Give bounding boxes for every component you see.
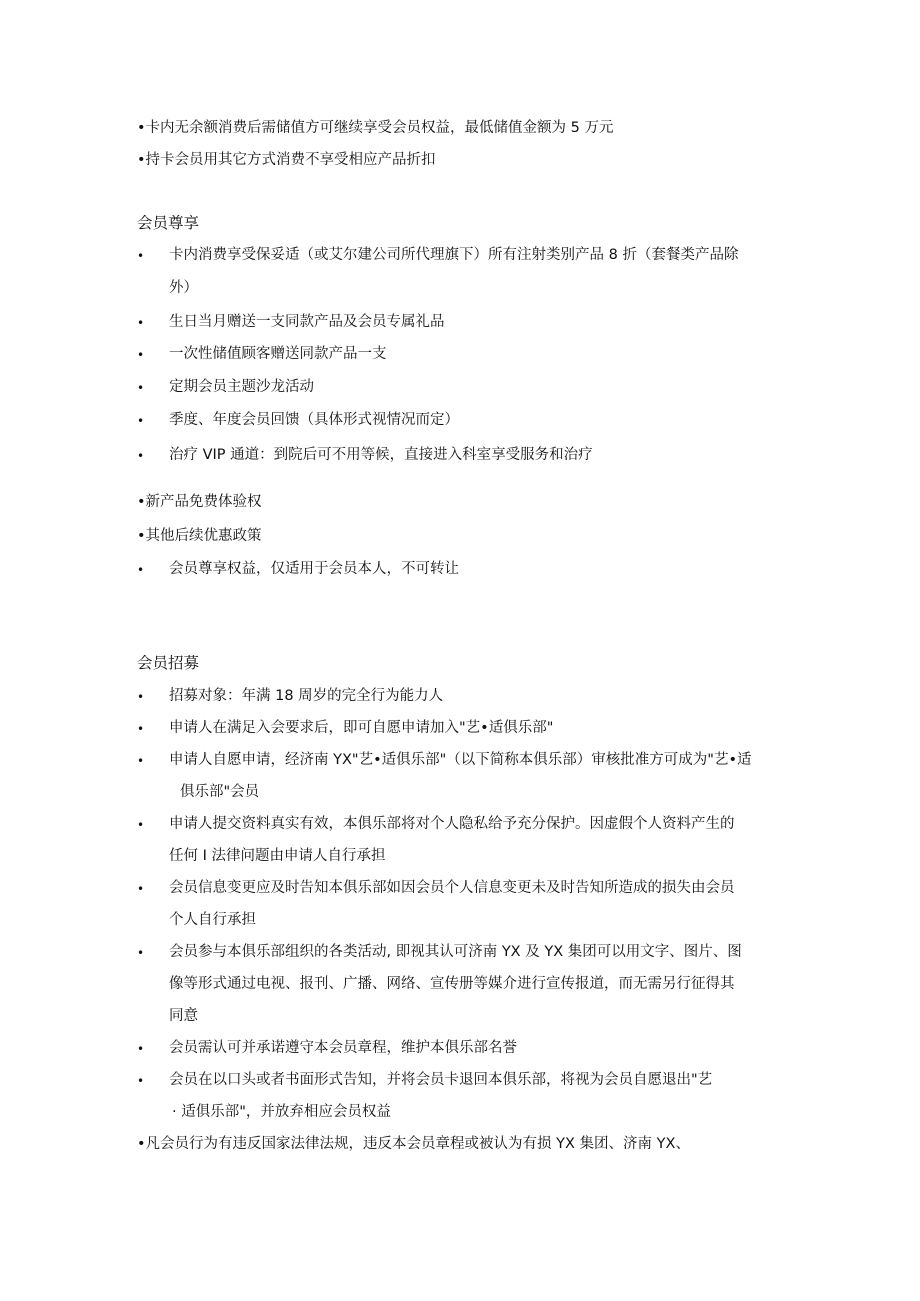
recruit-item-withdraw: 会员在以口头或者书面形式告知，并将会员卡退回本俱乐部，将视为会员自愿退出"艺: [169, 1072, 713, 1088]
bullet: •: [137, 348, 145, 362]
recruit-item-publicity: 会员参与本俱乐部组织的各类活动, 即视其认可济南 YX 及 YX 集团可以用文字、图片、图: [169, 944, 742, 960]
bullet: •: [137, 1074, 145, 1088]
exclusive-item-3: 一次性储值顾客赠送同款产品一支: [169, 346, 387, 362]
recruit-item-approval: 申请人自愿申请，经济南 YX"艺•适俱乐部"（以下简称本俱乐部）审核批准方可成为"艺•适: [169, 752, 752, 768]
section-heading-exclusive: 会员尊享: [137, 214, 200, 232]
exclusive-item-1: 卡内消费享受保妥适（或艾尔建公司所代理旗下）所有注射类别产品 8 折（套餐类产品除: [169, 247, 739, 263]
bullet: •: [137, 818, 145, 832]
bullet: •: [137, 722, 145, 736]
recruit-item-info-change: 会员信息变更应及时告知本俱乐部如因会员个人信息变更未及时告知所造成的损失由会员: [169, 880, 735, 896]
intro-line-discount: •持卡会员用其它方式消费不享受相应产品折扣: [137, 152, 436, 168]
exclusive-extra-1: •新产品免费体验权: [137, 494, 262, 510]
recruit-closing-line: •凡会员行为有违反国家法律法规，违反本会员章程或被认为有损 YX 集团、济南 YX、: [137, 1136, 690, 1152]
exclusive-item-4: 定期会员主题沙龙活动: [169, 379, 314, 395]
exclusive-item-2: 生日当月赠送一支同款产品及会员专属礼品: [169, 314, 445, 330]
recruit-item-privacy-cont: 任何 I 法律问题由申请人自行承担: [169, 848, 386, 864]
recruit-item-info-change-cont: 个人自行承担: [169, 912, 256, 928]
recruit-item-publicity-cont-1: 像等形式通过电视、报刊、广播、网络、宣传册等媒介进行宣传报道，而无需另行征得其: [169, 976, 735, 992]
exclusive-item-personal: 会员尊享权益，仅适用于会员本人，不可转让: [169, 561, 459, 577]
recruit-item-approval-cont: 俱乐部"会员: [180, 784, 260, 800]
bullet: •: [137, 754, 145, 768]
bullet: •: [137, 414, 145, 428]
bullet: •: [137, 316, 145, 330]
bullet: •: [137, 449, 145, 463]
bullet: •: [137, 249, 145, 263]
recruit-item-join: 申请人在满足入会要求后，即可自愿申请加入"艺•适俱乐部": [169, 720, 554, 736]
exclusive-item-5: 季度、年度会员回馈（具体形式视情况而定）: [169, 412, 459, 428]
recruit-item-charter: 会员需认可并承诺遵守本会员章程，维护本俱乐部名誉: [169, 1040, 517, 1056]
bullet: •: [137, 1042, 145, 1056]
bullet: •: [137, 563, 145, 577]
exclusive-item-1-cont: 外）: [169, 280, 198, 296]
bullet: •: [137, 381, 145, 395]
section-heading-recruit: 会员招募: [137, 654, 200, 672]
bullet: •: [137, 690, 145, 704]
recruit-item-publicity-cont-2: 同意: [169, 1008, 198, 1024]
exclusive-extra-2: •其他后续优惠政策: [137, 528, 262, 544]
exclusive-item-6: 治疗 VIP 通道：到院后可不用等候，直接进入科室享受服务和治疗: [169, 447, 593, 463]
recruit-item-withdraw-cont: · 适俱乐部"，并放弃相应会员权益: [172, 1104, 391, 1120]
bullet: •: [137, 946, 145, 960]
recruit-item-privacy: 申请人提交资料真实有效，本俱乐部将对个人隐私给予充分保护。因虚假个人资料产生的: [169, 816, 735, 832]
bullet: •: [137, 882, 145, 896]
intro-line-balance: •卡内无余额消费后需储值方可继续享受会员权益，最低储值金额为 5 万元: [137, 120, 614, 136]
recruit-item-target: 招募对象：年满 18 周岁的完全行为能力人: [169, 688, 444, 704]
